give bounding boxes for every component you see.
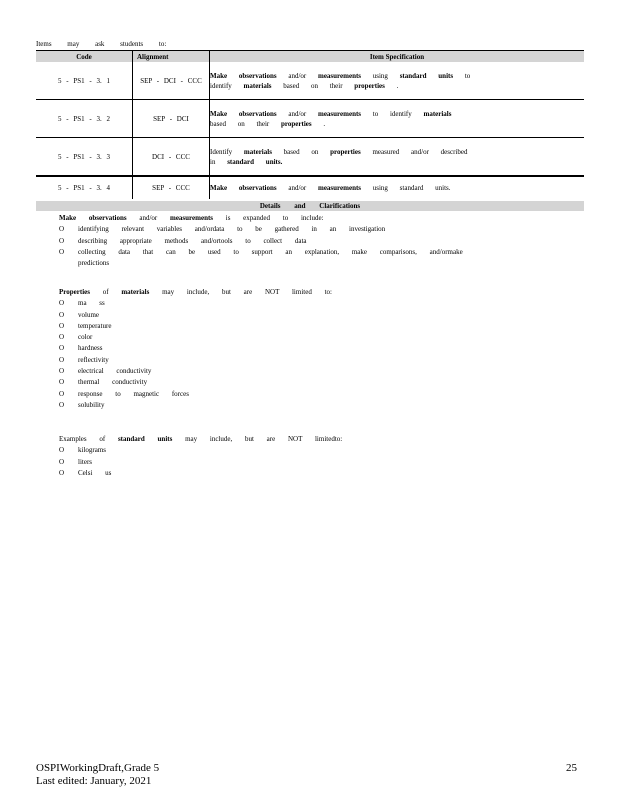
bold-term: materials: [243, 81, 272, 90]
bullet-icon: [44, 213, 59, 224]
bold-term: properties: [281, 119, 312, 128]
list-item-text: predictions: [78, 259, 110, 268]
text-run: is expanded to include:: [213, 214, 324, 222]
row-specification: [210, 100, 585, 138]
circle-bullet-icon: O: [59, 367, 65, 376]
list-item: [59, 343, 332, 354]
bold-term: materials: [243, 147, 272, 156]
intro-text: Items may ask students to:: [36, 40, 167, 48]
circle-bullet-icon: O: [59, 378, 65, 387]
list-item: [59, 377, 332, 388]
circle-bullet-icon: O: [59, 400, 65, 409]
text-run: and/or: [276, 71, 318, 80]
text-run: .: [311, 119, 326, 128]
text-run: and/or: [126, 214, 170, 222]
row-code: 5 - PS1 - 3. 3: [36, 138, 133, 177]
list-item: [59, 298, 332, 309]
text-run: identify: [210, 81, 244, 90]
spec-line: [210, 157, 584, 167]
section-heading: [44, 213, 463, 224]
details-section: [44, 287, 332, 411]
circle-bullet-icon: O: [59, 247, 65, 256]
text-run: measured and/or described: [360, 147, 468, 156]
spec-line: [210, 109, 584, 119]
circle-bullet-icon: O: [59, 333, 65, 342]
list-item-text: volume: [78, 310, 99, 319]
circle-bullet-icon: O: [59, 225, 65, 234]
list-item: [59, 468, 342, 479]
circle-bullet-icon: O: [59, 457, 65, 466]
details-section: [44, 213, 463, 269]
list-item: [59, 236, 463, 247]
circle-bullet-icon: O: [59, 355, 65, 364]
list-item-text: identifying relevant variables and/ordata to be gathered in an investigation: [78, 225, 386, 234]
text-run: Identify: [210, 147, 244, 156]
section-heading: [44, 287, 332, 298]
circle-bullet-icon: O: [59, 344, 65, 353]
list-item: [59, 321, 332, 332]
circle-bullet-icon: O: [59, 446, 65, 455]
list-item-text: solubility: [78, 400, 105, 409]
bold-term: measurements: [169, 214, 214, 222]
spec-line: [210, 119, 584, 129]
table-row: [36, 176, 584, 199]
row-alignment: SEP - CCC: [133, 176, 210, 199]
table-row: [36, 100, 584, 138]
text-run: may include, but are NOT limitedto:: [172, 435, 343, 443]
text-run: to identify: [361, 109, 424, 118]
text-run: and/or: [276, 184, 318, 192]
bullet-icon: [44, 287, 59, 298]
sub-list: [44, 224, 463, 269]
list-item-text: hardness: [78, 344, 103, 353]
text-run: to: [453, 71, 471, 80]
footer-title: OSPIWorkingDraft,Grade 5: [36, 762, 160, 774]
list-item-text: kilograms: [78, 446, 106, 455]
text-run: of: [89, 288, 122, 296]
bold-term: measurements: [317, 71, 362, 80]
details-header: Details and Clarifications: [36, 201, 584, 211]
row-alignment: SEP - DCI - CCC: [133, 62, 210, 100]
spec-line: [210, 183, 584, 193]
list-item: [59, 457, 342, 468]
sub-list: [44, 445, 342, 479]
bold-term: standard units: [399, 71, 454, 80]
header-alignment: Alignment: [133, 51, 210, 63]
text-run: based on their: [271, 81, 355, 90]
bold-term: standard units.: [227, 157, 283, 166]
list-item-text: electrical conductivity: [78, 367, 152, 376]
sub-list: [44, 298, 332, 411]
row-alignment: SEP - DCI: [133, 100, 210, 138]
row-specification: [210, 62, 585, 100]
text-run: based on their: [210, 119, 282, 128]
list-item: [59, 258, 463, 269]
text-run: may include, but are NOT limited to:: [149, 288, 332, 296]
bold-term: measurements: [317, 109, 362, 118]
list-item-text: temperature: [78, 321, 112, 330]
table-header-row: [36, 51, 584, 63]
footer-edited: Last edited: January, 2021: [36, 775, 152, 787]
list-item-text: response to magnetic forces: [78, 389, 189, 398]
bold-term: Make observations: [210, 71, 277, 80]
circle-bullet-icon: O: [59, 389, 65, 398]
text-run: using standard units.: [361, 184, 451, 192]
row-code: 5 - PS1 - 3. 2: [36, 100, 133, 138]
bold-term: properties: [330, 147, 361, 156]
row-specification: [210, 138, 585, 177]
list-item: [59, 332, 332, 343]
bullet-icon: [44, 434, 59, 445]
spec-line: [210, 147, 584, 157]
circle-bullet-icon: O: [59, 468, 65, 477]
list-item: [59, 389, 332, 400]
bold-term: Make observations: [59, 214, 127, 222]
text-run: .: [384, 81, 399, 90]
list-item-text: Celsi us: [78, 468, 112, 477]
details-section: [44, 434, 342, 479]
text-run: in: [210, 157, 228, 166]
spec-line: [210, 71, 584, 81]
bold-term: materials: [423, 109, 452, 118]
list-item: [59, 310, 332, 321]
row-alignment: DCI - CCC: [133, 138, 210, 177]
text-run: using: [361, 71, 400, 80]
page-number: 25: [566, 762, 577, 774]
list-item: [59, 445, 342, 456]
footer: [36, 762, 159, 788]
table-row: [36, 138, 584, 177]
circle-bullet-icon: O: [59, 310, 65, 319]
list-item-text: reflectivity: [78, 355, 109, 364]
row-code: 5 - PS1 - 3. 1: [36, 62, 133, 100]
table-row: [36, 62, 584, 100]
bold-term: Make observations: [210, 184, 277, 192]
bold-term: measurements: [317, 184, 362, 192]
spec-line: [210, 81, 584, 91]
list-item: [59, 224, 463, 235]
section-heading: [44, 434, 342, 445]
row-specification: [210, 176, 585, 199]
circle-bullet-icon: O: [59, 321, 65, 330]
bold-term: Make observations: [210, 109, 277, 118]
list-item-text: ma ss: [78, 299, 105, 308]
header-item-specification: Item Specification: [210, 51, 585, 63]
bold-term: materials: [121, 288, 150, 296]
text-run: Examples of: [59, 435, 118, 443]
list-item: [59, 355, 332, 366]
bold-term: Properties: [59, 288, 90, 296]
text-run: based on: [271, 147, 331, 156]
list-item-text: liters: [78, 457, 92, 466]
item-spec-table: [36, 50, 584, 199]
row-code: 5 - PS1 - 3. 4: [36, 176, 133, 199]
list-item-text: thermal conductivity: [78, 378, 148, 387]
text-run: and/or: [276, 109, 318, 118]
bold-term: standard units: [117, 435, 173, 443]
list-item-text: collecting data that can be used to support an explanation, make comparisons, and/ormake: [78, 247, 463, 256]
bold-term: properties: [354, 81, 385, 90]
header-code: Code: [36, 51, 133, 63]
list-item-text: describing appropriate methods and/ortools to collect data: [78, 236, 307, 245]
circle-bullet-icon: O: [59, 299, 65, 308]
list-item-text: color: [78, 333, 93, 342]
circle-bullet-icon: O: [59, 236, 65, 245]
list-item: [59, 247, 463, 258]
list-item: [59, 400, 332, 411]
list-item: [59, 366, 332, 377]
